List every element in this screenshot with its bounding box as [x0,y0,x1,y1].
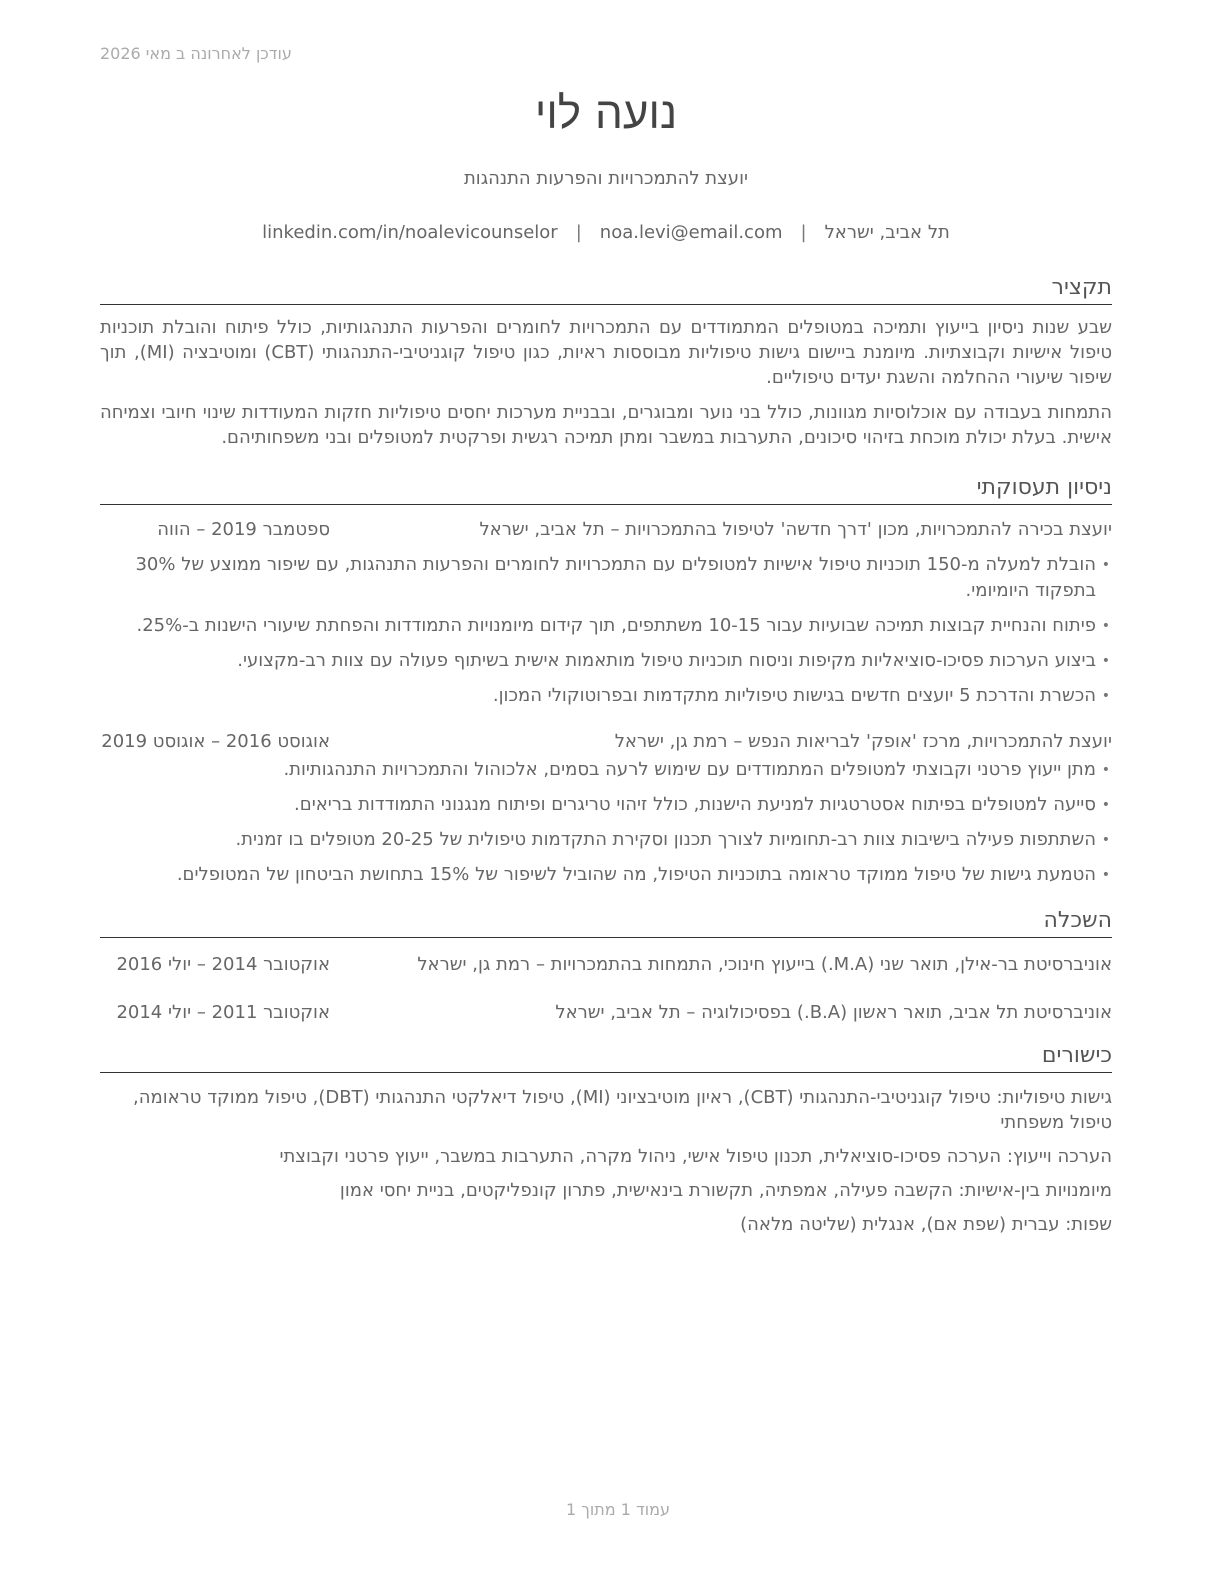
job-role: יועצת להתמכרויות, מרכז 'אופק' לבריאות הנפש – רמת גן, ישראל [614,731,1112,752]
job-bullet: • מתן ייעוץ פרטני וקבוצתי למטופלים המתמודדים עם שימוש לרעה בסמים, אלכוהול והתמכרויות התנהגותיות. [100,757,1096,783]
education-entry [100,1000,1112,1026]
job-bullet: • סייעה למטופלים בפיתוח אסטרטגיות למניעת הישנות, כולל זיהוי טריגרים ופיתוח מנגנוני התמודדות בריאים. [100,792,1096,818]
job-entry [100,517,1112,709]
summary-paragraph: שבע שנות ניסיון בייעוץ ותמיכה במטופלים המתמודדים עם התמכרויות לחומרים והפרעות התנהגותיות, כולל פיתוח והובלת תוכניות טיפול אישיות וקבוצתיות. מיומנת ביישום גישות טיפוליות מבוססות ראיות, כגון טיפול קוגניטיבי-התנהגותי (CBT) ומוטיבציה (MI), תוך שיפור שיעורי ההחלמה והשגת יעדים טיפוליים. [100,317,1112,388]
contact-linkedin-link[interactable]: linkedin.com/in/noalevicounselor [262,222,558,243]
candidate-name: נועה לוי [534,88,678,139]
job-dates: אוגוסט 2016 – אוגוסט 2019 [101,731,330,752]
candidate-title: יועצת להתמכרויות והפרעות התנהגות [463,168,749,189]
education-degree: אוניברסיטת תל אביב, תואר ראשון (B.A.) בפסיכולוגיה – תל אביב, ישראל [555,1002,1112,1023]
page-number: עמוד 1 מתוך 1 [566,1500,670,1519]
resume-page [100,0,1112,1584]
education-dates: אוקטובר 2011 – יולי 2014 [116,1002,330,1023]
skill-line: גישות טיפוליות: טיפול קוגניטיבי-התנהגותי (CBT), ראיון מוטיבציוני (MI), טיפול דיאלקטי התנהגותי (DBT), טיפול ממוקד טראומה, טיפול משפחתי [133,1087,1112,1133]
summary-heading: תקציר [100,274,1112,305]
job-bullet: • הטמעת גישות של טיפול ממוקד טראומה בתוכניות הטיפול, מה שהוביל לשיפור של 15% בתחושת הביטחון של המטופלים. [100,862,1096,888]
contact-separator: | [800,222,807,243]
skills-section [100,1042,1112,1237]
job-entry [100,729,1112,888]
job-role: יועצת בכירה להתמכרויות, מכון 'דרך חדשה' לטיפול בהתמכרויות – תל אביב, ישראל [479,519,1112,540]
contact-line [100,222,1112,243]
last-updated-text: עודכן לאחרונה ב מאי 2026 [100,44,292,63]
job-bullet: • הכשרת והדרכת 5 יועצים חדשים בגישות טיפוליות מתקדמות ובפרוטוקולי המכון. [100,683,1096,709]
job-bullets [100,757,1112,888]
education-entry [100,952,1112,978]
experience-heading: ניסיון תעסוקתי [100,474,1112,505]
job-dates: ספטמבר 2019 – הווה [157,519,330,540]
summary-section [100,274,1112,450]
job-bullet: • הובלת למעלה מ-150 תוכניות טיפול אישיות למטופלים עם התמכרויות לחומרים והפרעות התנהגות, עם שיפור ממוצע של 30% בתפקוד היומיומי. [100,552,1096,604]
contact-separator: | [575,222,582,243]
job-bullet: • השתתפות פעילה בישיבות צוות רב-תחומיות לצורך תכנון וסקירת התקדמות טיפולית של 20-25 מטופלים בו זמנית. [100,827,1096,853]
education-heading: השכלה [100,907,1112,938]
skill-line: מיומנויות בין-אישיות: הקשבה פעילה, אמפתיה, תקשורת בינאישית, פתרון קונפליקטים, בניית יחסי אמון [339,1180,1112,1201]
skill-line: הערכה וייעוץ: הערכה פסיכו-סוציאלית, תכנון טיפול אישי, ניהול מקרה, התערבות במשבר, ייעוץ פרטני וקבוצתי [279,1146,1112,1167]
job-bullet: • פיתוח והנחיית קבוצות תמיכה שבועיות עבור 10-15 משתתפים, תוך קידום מיומנויות התמודדות והפחתת שיעורי הישנות ב-25%. [100,613,1096,639]
contact-email-link[interactable]: noa.levi@email.com [599,222,783,243]
experience-section [100,474,1112,888]
summary-paragraph: התמחות בעבודה עם אוכלוסיות מגוונות, כולל בני נוער ומבוגרים, ובבניית מערכות יחסים טיפוליות חזקות המעודדות שינוי חיובי וצמיחה אישית. בעלת יכולת מוכחת בזיהוי סיכונים, התערבות במשבר ומתן תמיכה רגשית ופרקטית למטופלים ובני משפחותיהם. [100,402,1112,448]
education-dates: אוקטובר 2014 – יולי 2016 [116,954,330,975]
education-degree: אוניברסיטת בר-אילן, תואר שני (M.A.) בייעוץ חינוכי, התמחות בהתמכרויות – רמת גן, ישראל [417,954,1112,975]
job-bullets [100,552,1112,709]
job-bullet: • ביצוע הערכות פסיכו-סוציאליות מקיפות וניסוח תוכניות טיפול מותאמות אישית בשיתוף פעולה עם צוות רב-מקצועי. [100,648,1096,674]
education-section [100,907,1112,1026]
skills-heading: כישורים [100,1042,1112,1073]
skill-line: שפות: עברית (שפת אם), אנגלית (שליטה מלאה) [740,1214,1112,1235]
contact-location: תל אביב, ישראל [824,222,950,243]
